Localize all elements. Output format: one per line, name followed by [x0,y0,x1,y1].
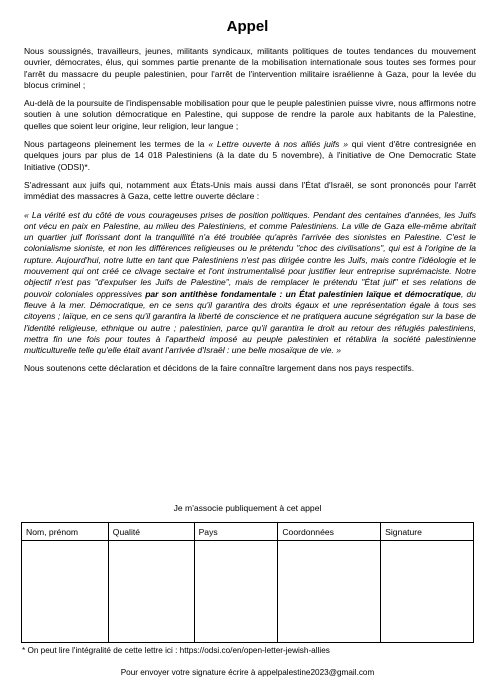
paragraph-3-end: qui vient d'être contresignée en quelques jours par plus de 14 018 Palestiniens (à la date du 5 novembre), à l'initiative de One Democratic State Initiative (ODSI)*. [24,139,476,172]
contact-line: Pour envoyer votre signature écrire à appelpalestine2023@gmail.com [120,668,375,677]
cell-contact[interactable] [278,541,381,643]
letter-quote [24,210,476,357]
paragraph-4: S'adressant aux juifs qui, notamment aux États-Unis mais aussi dans l'État d'Israël, se sont prononcés pour l'arrêt immédiat des massacres à Gaza, cette lettre ouverte déclare : [24,179,476,202]
quote-part-1: « La vérité est du côté de vous courageuses prises de position politiques. Pendant des centaines d'années, les Juifs ont vécu en paix en Palestine, au milieu des Palestiniens, et comme Palestiniens. La ville de Gaza elle-même abritait un quartier juif florissant dont la tranquillité n'a été troublée qu'après l'arrivée des sionistes en Palestine. C'est le colonialisme sioniste, et non les différences religieuses ou le prétendu "choc des civilisations", qui est à l'origine de la rupture. Aujourd'hui, notre lutte en tant que Palestiniens n'est pas dirigée contre les Juifs, mais contre l'idéologie et le mouvement qui ont créé ce clivage sectaire et l'ont instrumentalisé pour justifier leur entreprise suprémaciste. Notre objectif n'est pas "d'expulser les Juifs de Palestine", mais de remplacer le prétendu "État juif" et ses relations de pouvoir coloniales oppressives [24,209,476,299]
signature-table-header-row [22,523,474,541]
header-quality: Qualité [108,523,194,541]
quote-part-2: , du fleuve à la mer. [24,288,476,310]
paragraph-2: Au-delà de la poursuite de l'indispensable mobilisation pour que le peuple palestinien puisse vivre, nous affirmons notre soutien à une solution démocratique en Palestine, qui suppose de rendre la parole aux habitants de la Palestine, quelles que soient leur origine, leur religion, leur langue ; [24,98,476,131]
header-contact: Coordonnées [278,523,381,541]
signature-section-label: Je m'associe publiquement à cet appel [173,503,322,513]
paragraph-3-start: Nous partageons pleinement les termes de la [24,139,209,150]
document-title: Appel [226,18,269,35]
header-signature: Signature [381,523,474,541]
paragraph-3 [24,139,476,173]
header-country: Pays [194,523,278,541]
footnote: * On peut lire l'intégralité de cette lettre ici : https://odsi.co/en/open-letter-jewish-allies [22,646,330,655]
cell-quality[interactable] [108,541,194,643]
cell-country[interactable] [194,541,278,643]
document-body [24,46,476,382]
quote-bold: par son antithèse fondamentale : un État palestinien laïque et démocratique [145,288,461,299]
quote-part-3: Démocratique, en ce sens qu'il garantira des droits égaux et une représentation égale à tous ses citoyens ; laïque, en ce sens qu'il garantira la liberté de conscience et ne pratiquera aucune ségrégation sur la base de l'identité religieuse, ethnique ou autre ; palestinien, parce qu'il garantira le droit au retour des réfugiés palestiniens, mettra fin une fois pour toutes à l'apartheid imposé au peuple palestinien et rétablira la société palestinienne multiculturelle telle qu'elle était avant l'arrivée d'Israël : une belle mosaïque de vie. » [24,299,476,356]
signature-table-row[interactable] [22,541,474,643]
paragraph-5: Nous soutenons cette déclaration et décidons de la faire connaître largement dans nos pays respectifs. [24,363,415,374]
paragraph-1: Nous soussignés, travailleurs, jeunes, militants syndicaux, militants politiques de toutes tendances du mouvement ouvrier, démocrates, élus, qui sommes partie prenante de la mobilisation internationale sous toutes ses formes pour l'arrêt du massacre du peuple palestinien, pour l'arrêt de l'intervention militaire israélienne à Gaza, pour la levée du blocus criminel ; [24,46,476,90]
cell-name[interactable] [22,541,109,643]
open-letter-title: « Lettre ouverte à nos alliés juifs » [208,139,348,150]
cell-signature[interactable] [381,541,474,643]
signature-table [21,522,474,643]
header-name: Nom, prénom [22,523,109,541]
